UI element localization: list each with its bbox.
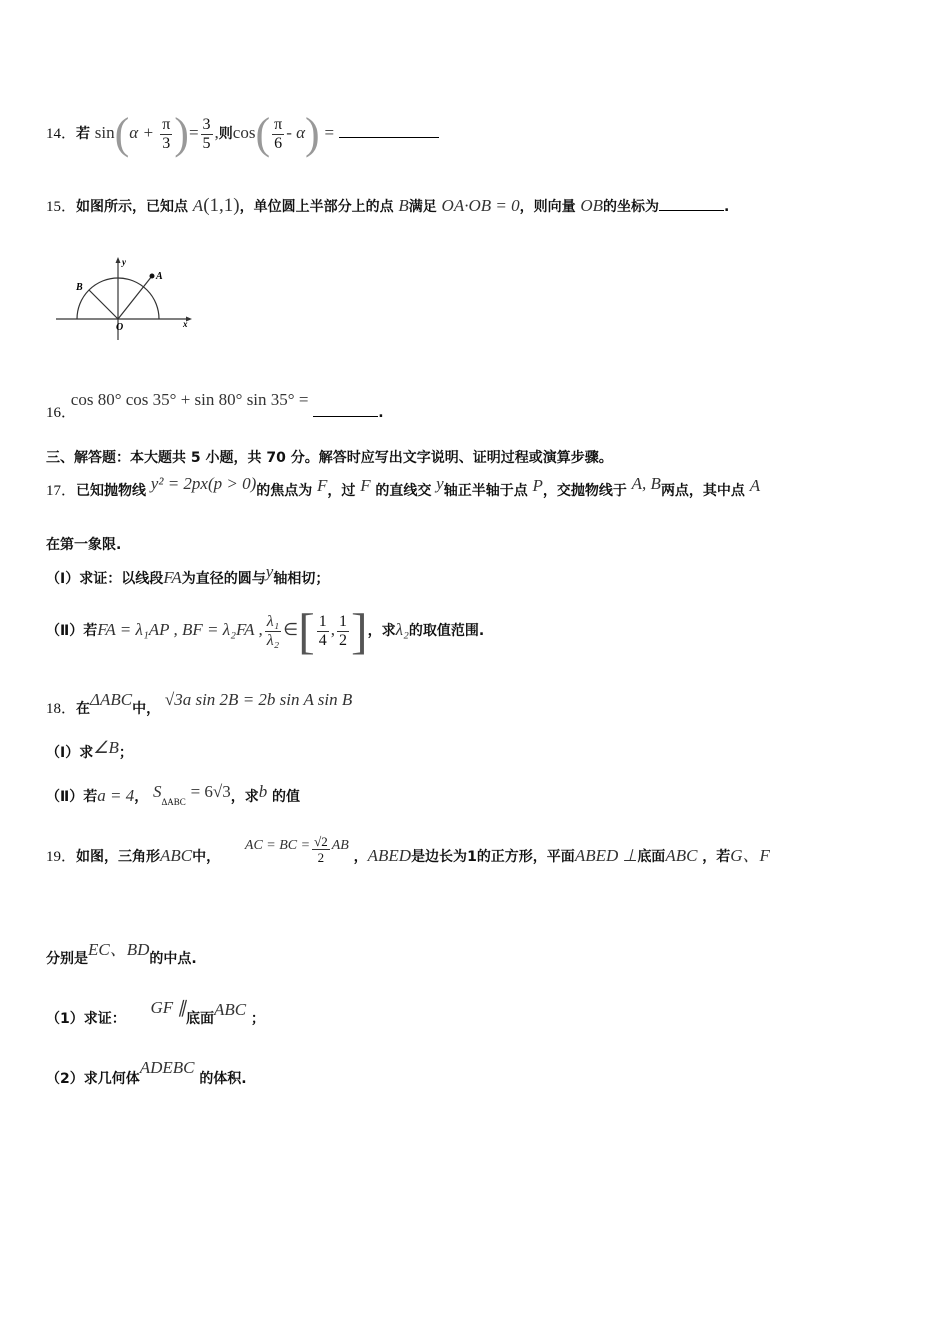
question-15: 15．如图所示，已知点 A(1,1)，单位圆上半部分上的点 B满足 OA·OB = 0，则向量 OB的坐标为 . (46, 195, 730, 216)
question-19: 19．如图，三角形ABC中， AC = BC = $\frac{√2}{2}$ AB ，ABED是边长为1的正方形，平面ABED ⊥底面ABC ，若G、F (46, 833, 770, 865)
question-17: 17．已知抛物线 y² = 2px(p > 0)的焦点为 F，过 F 的直线交 y轴正半轴于点 P，交抛物线于 A, B两点，其中点 A (46, 474, 761, 499)
y-axis-label: y (122, 257, 126, 267)
question-18: 18．在ΔABC中， √3a sin 2B = 2b sin A sin B (46, 690, 353, 717)
label-B: B (76, 282, 83, 293)
segment-OA (118, 276, 152, 319)
q18-part2: （Ⅱ）若a = 4， $S_{\Delta ABC} = 6√3$，求b 的值 (46, 782, 301, 807)
q19-part2: （2）求几何体ADEBC 的体积. (46, 1058, 247, 1087)
section-3-heading: 三、解答题：本大题共 5 小题，共 70 分。解答时应写出文字说明、证明过程或演算步骤。 (46, 450, 613, 466)
q19-line2: 分别是EC、BD的中点. (46, 940, 197, 967)
q17-part1: （Ⅰ）求证：以线段FA为直径的圆与y轴相切； (46, 562, 330, 587)
x-axis-label: x (183, 319, 188, 329)
q17-line2: 在第一象限. (46, 537, 122, 553)
q18-part1: （Ⅰ）求∠B； (46, 738, 133, 761)
label-A: A (156, 271, 163, 282)
segment-OB (89, 290, 118, 319)
label-O: O (116, 322, 124, 333)
point-A (150, 274, 155, 279)
q17-part2: （Ⅱ）若FA = λ₁AP , BF = λ₂FA , $\frac{\text{λ₁}}{\text{λ₂}}$ ∈[ $\frac{1}{4}$ , $\frac{1}{2}$ ]，求λ₂的取值范围. (46, 603, 485, 659)
question-16: 16． cos 80° cos 35° + sin 80° sin 35° = . (46, 390, 384, 421)
q14-number: 14． (46, 126, 77, 142)
q19-part1: （1）求证： GF ∥底面ABC ； (46, 998, 265, 1027)
answer-blank[interactable] (339, 125, 439, 138)
answer-blank[interactable] (659, 198, 724, 211)
question-14: 14．若 sin(α + $\frac{\pi}{3}$ )= $\frac{3}{5}$ ,则cos( $\frac{\pi}{6}$ - α) = (46, 112, 910, 156)
answer-blank[interactable] (313, 404, 378, 417)
unit-circle-figure (52, 252, 202, 347)
